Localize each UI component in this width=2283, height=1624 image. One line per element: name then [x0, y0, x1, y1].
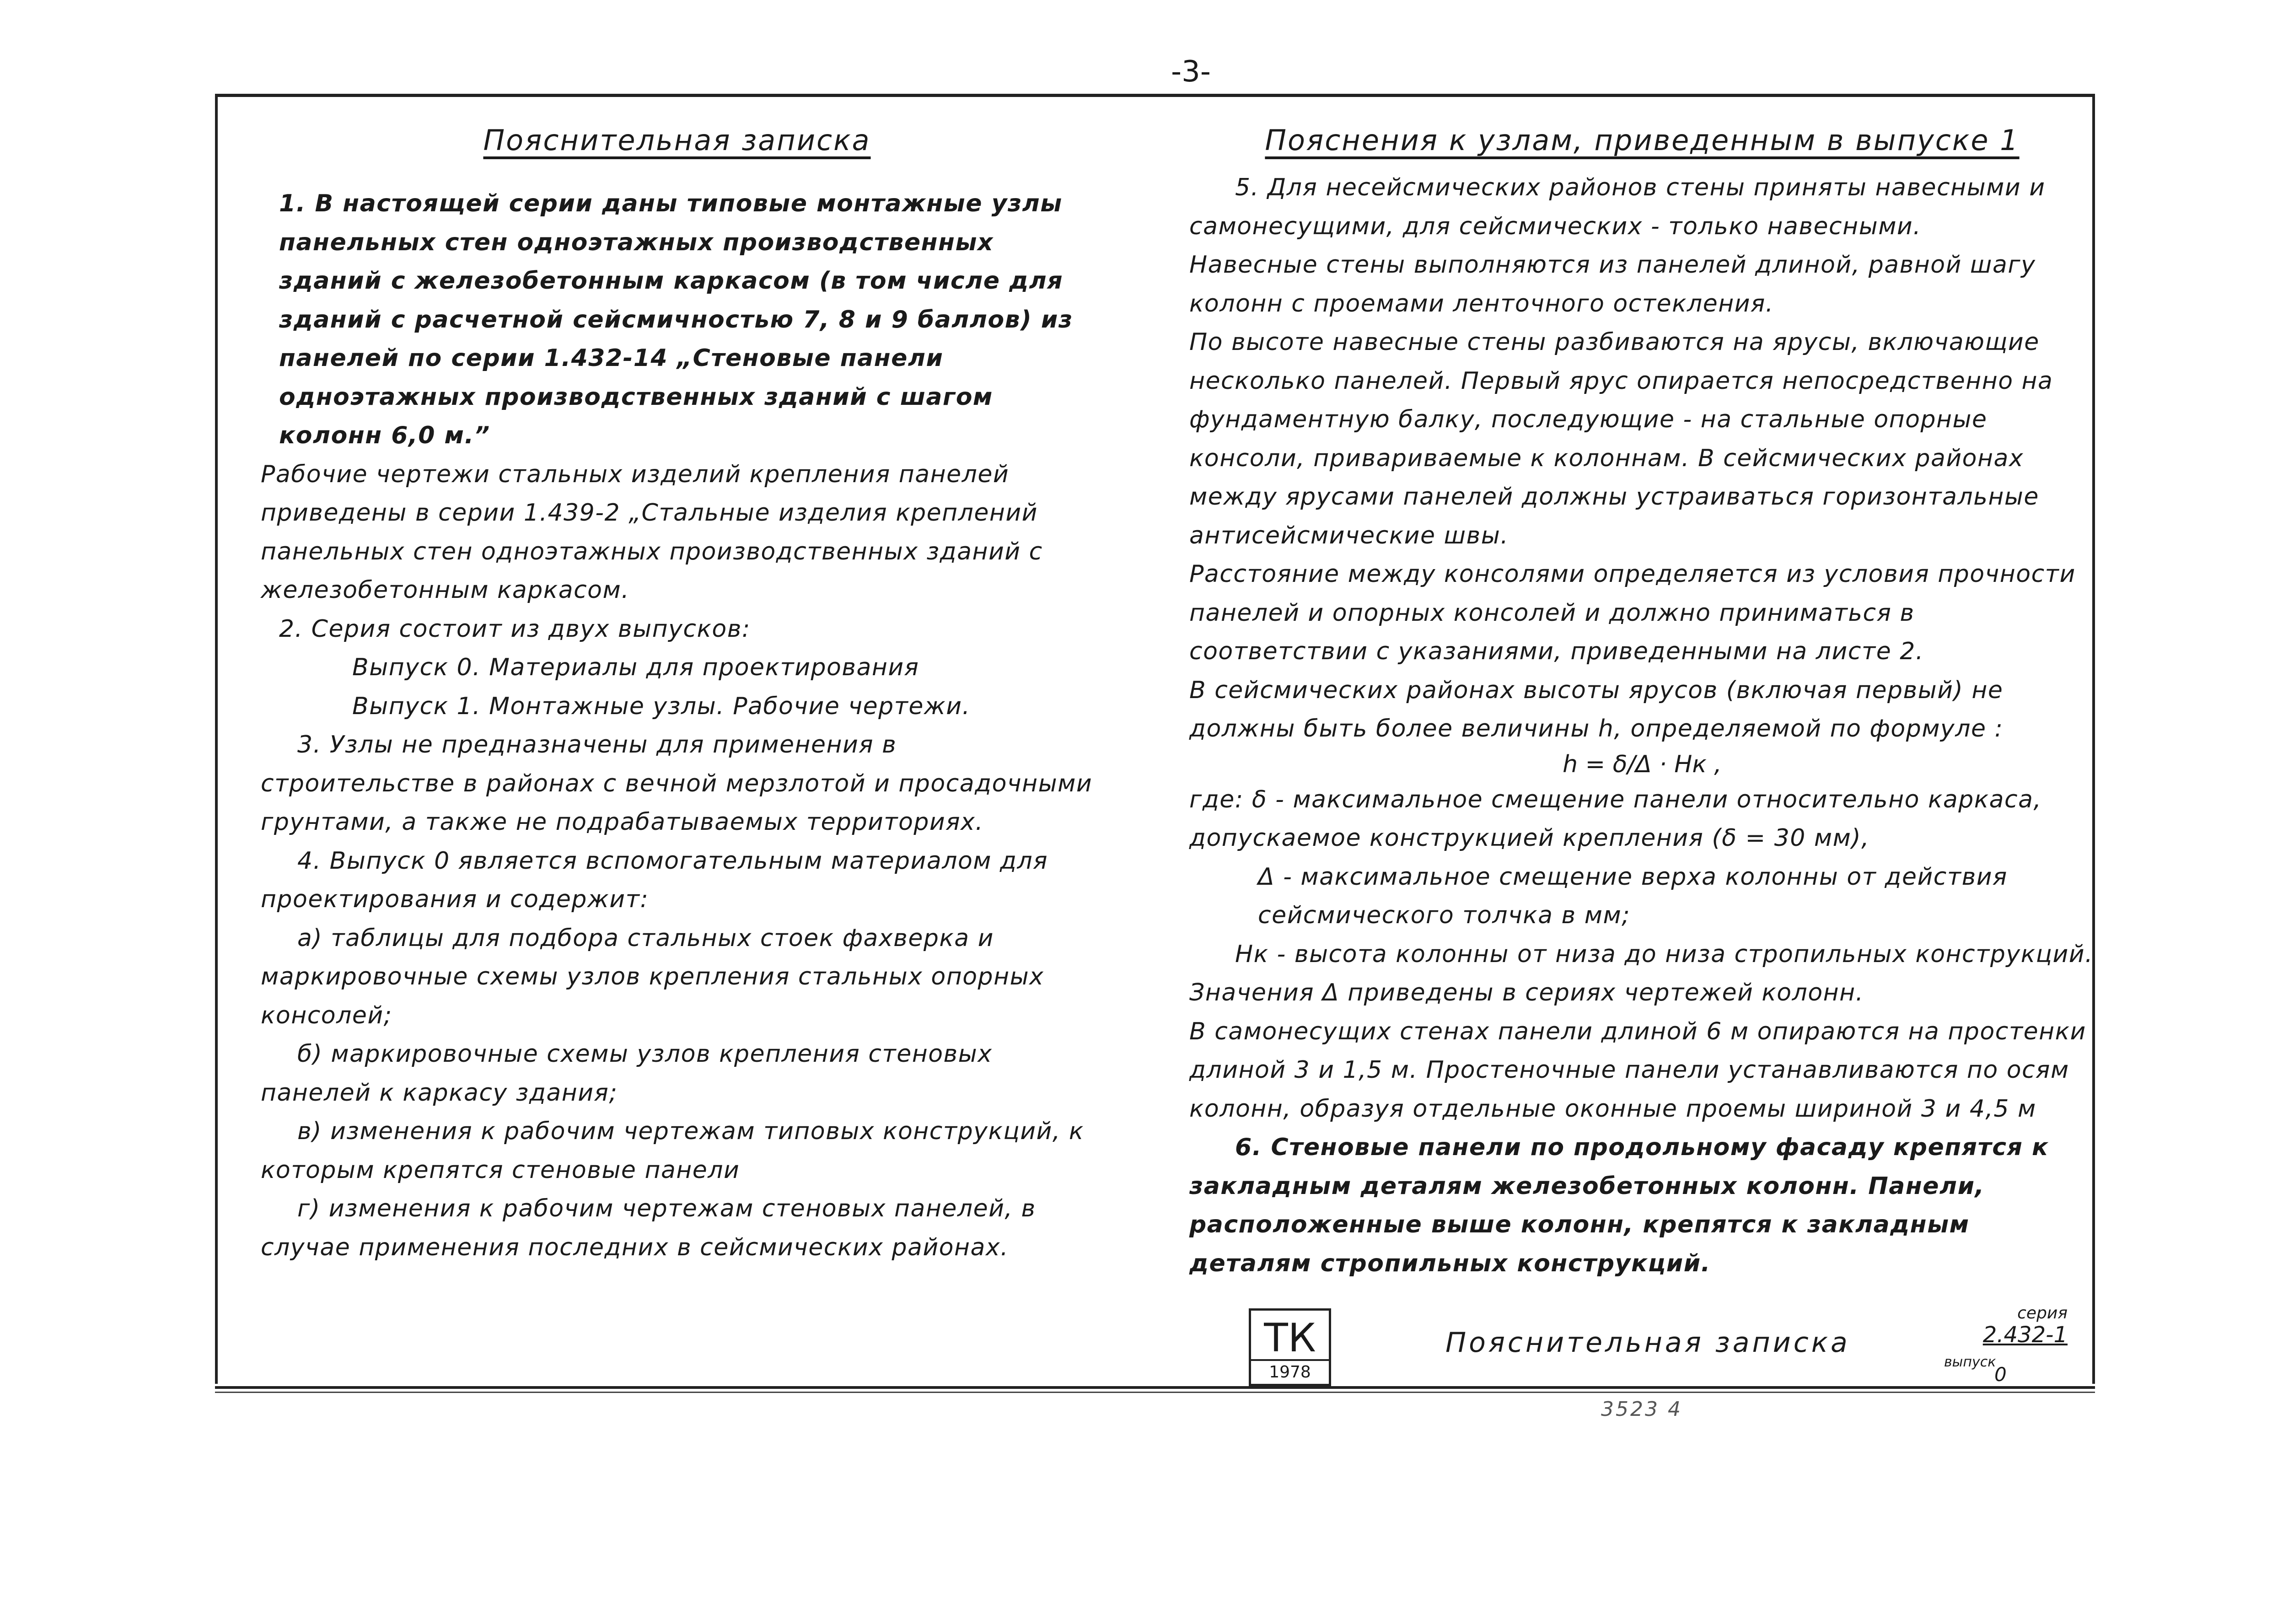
left-paragraph: б) маркировочные схемы узлов крепления стеновых панелей к каркасу здания;: [261, 1040, 993, 1107]
right-paragraph: 6. Стеновые панели по продольному фасаду крепятся к закладным деталям железобетонных колонн. Панели, расположенные выше колонн, крепятся к закладным деталям стропильных конструкций.: [1189, 1134, 2049, 1277]
left-paragraph: 3. Узлы не предназначены для применения в строительстве в районах с вечной мерзлотой и просадочными грунтами, а также не подрабатываемых территориях.: [261, 731, 1093, 836]
where-line: где: δ - максимальное смещение панели относительно каркаса, допускаемое конструкцией крепления (δ = 30 мм),: [1189, 785, 2042, 852]
title-block-stamp: [1235, 1290, 2081, 1386]
left-paragraph: 4. Выпуск 0 является вспомогательным материалом для проектирования и содержит:: [261, 847, 1048, 913]
stamp-issue-label: выпуск: [1944, 1354, 1996, 1370]
tk-logo-icon: ТК: [1264, 1315, 1316, 1361]
right-column: [1189, 110, 2095, 1283]
formula: h = δ/Δ · Hк ,: [1563, 750, 1722, 778]
left-title: Пояснительная записка: [483, 124, 871, 157]
right-paragraph: По высоте навесные стены разбиваются на ярусы, включающие несколько панелей. Первый ярус опирается непосредственно на фундаментную балку, последующие - на стальные опорные консоли, привариваемые к колоннам. В сейсмических районах между ярусами панелей должны устраиваться горизонтальные антисейсмические швы.: [1189, 328, 2053, 549]
frame-bottom-rule: [215, 1386, 2095, 1389]
right-paragraph: В сейсмических районах высоты ярусов (включая первый) не должны быть более величины h, определяемой по формуле :: [1189, 676, 2004, 742]
stamp-year: 1978: [1251, 1359, 1329, 1384]
sheet-code: 3523 4: [1601, 1398, 1682, 1421]
left-paragraph: Выпуск 0. Материалы для проектирования: [352, 654, 919, 681]
stamp-series-label: серия: [2017, 1304, 2068, 1323]
left-paragraph: Выпуск 1. Монтажные узлы. Рабочие чертежи.: [352, 692, 971, 720]
left-paragraph: в) изменения к рабочим чертежам типовых конструкций, к которым крепятся стеновые панели: [261, 1118, 1084, 1184]
frame-bottom-rule-thin: [215, 1392, 2095, 1393]
left-column: [261, 110, 1093, 1267]
where-line: Δ - максимальное смещение верха колонны от действия сейсмического толчка в мм;: [1258, 863, 2008, 929]
right-paragraph: Навесные стены выполняются из панелей длиной, равной шагу колонн с проемами ленточного остекления.: [1189, 251, 2036, 317]
left-paragraph: Рабочие чертежи стальных изделий крепления панелей приведены в серии 1.439-2 „Стальные изделия креплений панельных стен одноэтажных производственных зданий с железобетонным каркасом.: [261, 460, 1043, 604]
page-number: -3-: [1171, 55, 1211, 89]
stamp-logo: [1249, 1308, 1331, 1386]
stamp-series-number: 2.432-1: [1982, 1322, 2068, 1348]
right-paragraph: Значения Δ приведены в сериях чертежей колонн.: [1189, 979, 1864, 1006]
left-paragraph: г) изменения к рабочим чертежам стеновых панелей, в случае применения последних в сейсмических районах.: [261, 1195, 1036, 1261]
stamp-title: Пояснительная записка: [1445, 1327, 1850, 1359]
left-paragraph: 2. Серия состоит из двух выпусков:: [279, 615, 751, 643]
left-paragraph: 1. В настоящей серии даны типовые монтажные узлы панельных стен одноэтажных производственных зданий с железобетонным каркасом (в том числе для зданий с расчетной сейсмичностью 7, 8 и 9 баллов) из панелей по серии 1.432-14 „Стеновые панели одноэтажных производственных зданий с шагом колонн 6,0 м.”: [279, 190, 1073, 449]
left-paragraph: а) таблицы для подбора стальных стоек фахверка и маркировочные схемы узлов крепления стальных опорных консолей;: [261, 924, 1044, 1029]
stamp-series-box: [1939, 1304, 2072, 1386]
stamp-issue-number: 0: [1994, 1363, 2007, 1386]
right-paragraph: В самонесущих стенах панели длиной 6 м опираются на простенки длиной 3 и 1,5 м. Простеночные панели устанавливаются по осям колонн, образуя отдельные оконные проемы шириной 3 и 4,5 м: [1189, 1017, 2086, 1123]
right-title: Пояснения к узлам, приведенным в выпуске 1: [1265, 124, 2020, 157]
right-paragraph: 5. Для несейсмических районов стены приняты навесными и самонесущими, для сейсмических - только навесными.: [1189, 174, 2046, 240]
right-paragraph: Расстояние между консолями определяется из условия прочности панелей и опорных консолей и должно приниматься в соответствии с указаниями, приведенными на листе 2.: [1189, 560, 2076, 665]
where-line: Hк - высота колонны от низа до низа стропильных конструкций.: [1235, 940, 2094, 968]
